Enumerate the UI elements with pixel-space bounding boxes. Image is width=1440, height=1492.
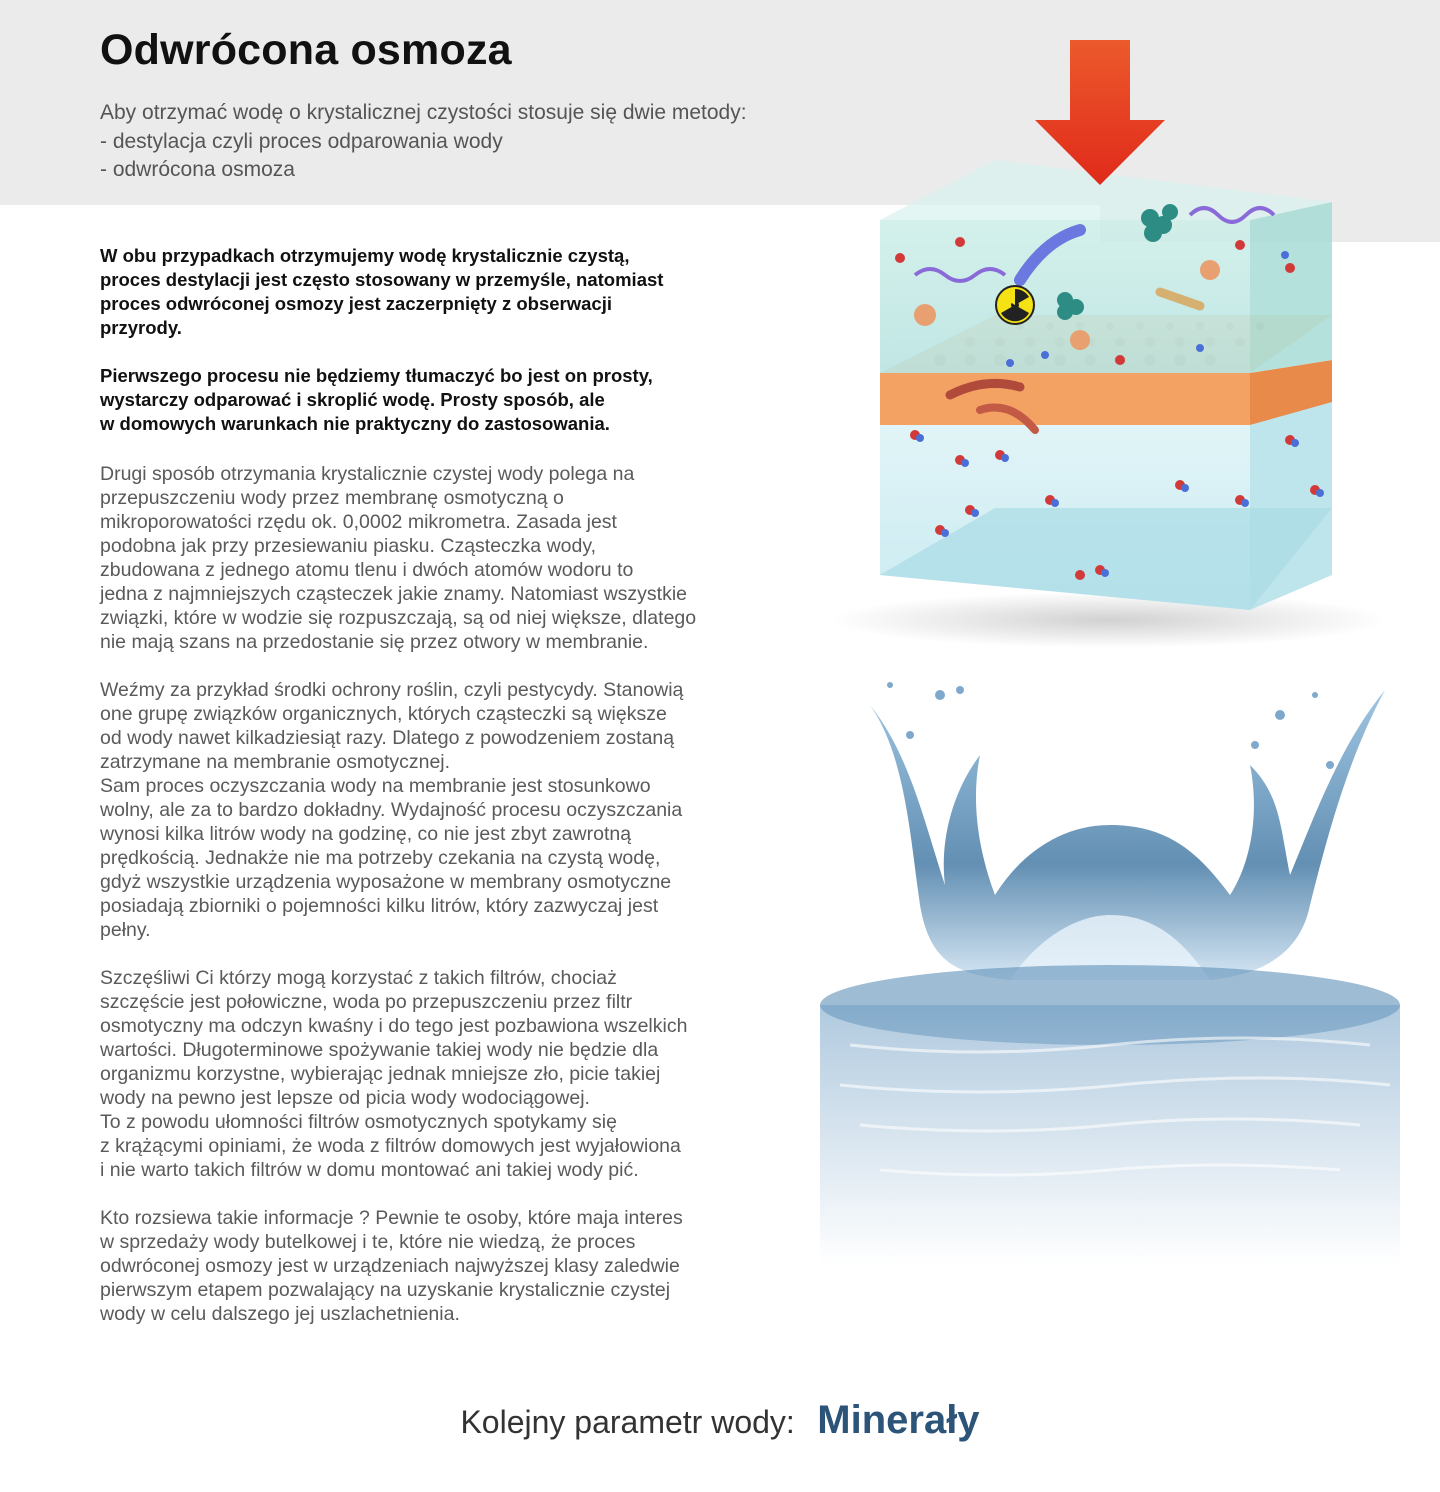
- diagram-shadow: [830, 592, 1390, 648]
- bold-paragraph-2: Pierwszego procesu nie będziemy tłumaczyć bo jest on prosty, wystarczy odparować i skroplić wodę. Prosty sposób, ale w domowych warunkach nie praktyczny do zastosowania.: [100, 365, 653, 434]
- osmosis-membrane-diagram: [820, 30, 1400, 650]
- bold-paragraph-1: W obu przypadkach otrzymujemy wodę krystalicznie czystą, proces destylacji jest często stosowany w przemyśle, natomiast proces odwróconej osmozy jest zaczerpnięty z obserwacji przyrody.: [100, 245, 664, 338]
- radioactive-icon: [996, 286, 1034, 324]
- paragraph-filters: Szczęśliwi Ci którzy mogą korzystać z takich filtrów, chociaż szczęście jest połowiczne, woda po przepuszczeniu przez filtr osmotyczny ma odczyn kwaśny i do tego jest pozbawiona wszelkich wartości. Długoterminowe spożywanie takiej wody nie będzie dla organizmu korzystne, wybierając jednak mniejsze zło, picie takiej wody na pewno jest lepsze od picia wody wodociągowej. To z powodu ułomności filtrów osmotycznych spotykamy się z krążącymi opiniami, że woda z filtrów domowych jest wyjałowiona i nie warto takich filtrów w domu montować ani takiej wody pić.: [100, 967, 688, 1181]
- contaminated-water-side: [1250, 202, 1332, 373]
- splash-droplets: [887, 682, 1334, 769]
- paragraph-pesticides: Weźmy za przykład środki ochrony roślin, czyli pestycydy. Stanowią one grupę związków organicznych, których cząsteczki są większe od wody nawet kilkadziesiąt razy. Dlatego z powodzeniem zostaną zatrzymane na membranie osmotycznej. Sam proces oczyszczania wody na membranie jest stosunkowo wolny, ale za to bardzo dokładny. Wydajność procesu oczyszczania wynosi kilka litrów wody na godzinę, co nie jest zbyt zawrotną prędkością. Jednakże nie ma potrzeby czekania na czystą wodę, gdyż wszystkie urządzenia wyposażone w membrany osmotyczne posiadają zbiorniki o pojemności kilku litrów, który zazwyczaj jest pełny.: [100, 679, 684, 941]
- paragraph-misinformation: Kto rozsiewa takie informacje ? Pewnie te osoby, które maja interes w sprzedaży wody butelkowej i te, które nie wiedzą, że proces odwróconej osmozy jest w urządzeniach najwyższej klasy zaledwie pierwszym etapem pozwalający na uzyskanie krystalicznie czystej wody w celu dalszego jej uszlachetnienia.: [100, 1207, 683, 1325]
- footer-link-minerals[interactable]: Minerały: [817, 1398, 980, 1442]
- intro-line-osmosis: - odwrócona osmoza: [100, 158, 295, 181]
- page-title: Odwrócona osmoza: [100, 26, 512, 74]
- intro-line: Aby otrzymać wodę o krystalicznej czystości stosuje się dwie metody:: [100, 101, 747, 124]
- water-splash-image: [810, 675, 1410, 1275]
- intro-line-distillation: - destylacja czyli proces odparowania wody: [100, 129, 503, 153]
- membrane-front: [880, 373, 1250, 425]
- article-body: [100, 244, 820, 1326]
- footer-next-parameter: [0, 1398, 1440, 1458]
- footer-label: Kolejny parametr wody:: [460, 1404, 795, 1440]
- paragraph-membrane: Drugi sposób otrzymania krystalicznie czystej wody polega na przepuszczeniu wody przez membranę osmotyczną o mikroporowatości rzędu ok. 0,0002 mikrometra. Zasada jest podobna jak przy przesiewaniu piasku. Cząsteczka wody, zbudowana z jednego atomu tlenu i dwóch atomów wodoru to jedna z najmniejszych cząsteczek jakie znamy. Natomiast wszystkie związki, które w wodzie się rozpuszczają, są od niej większe, dlatego nie mają szans na przedostanie się przez otwory w membranie.: [100, 463, 697, 653]
- intro-text: [100, 99, 920, 185]
- pressure-arrow-icon: [1035, 40, 1165, 185]
